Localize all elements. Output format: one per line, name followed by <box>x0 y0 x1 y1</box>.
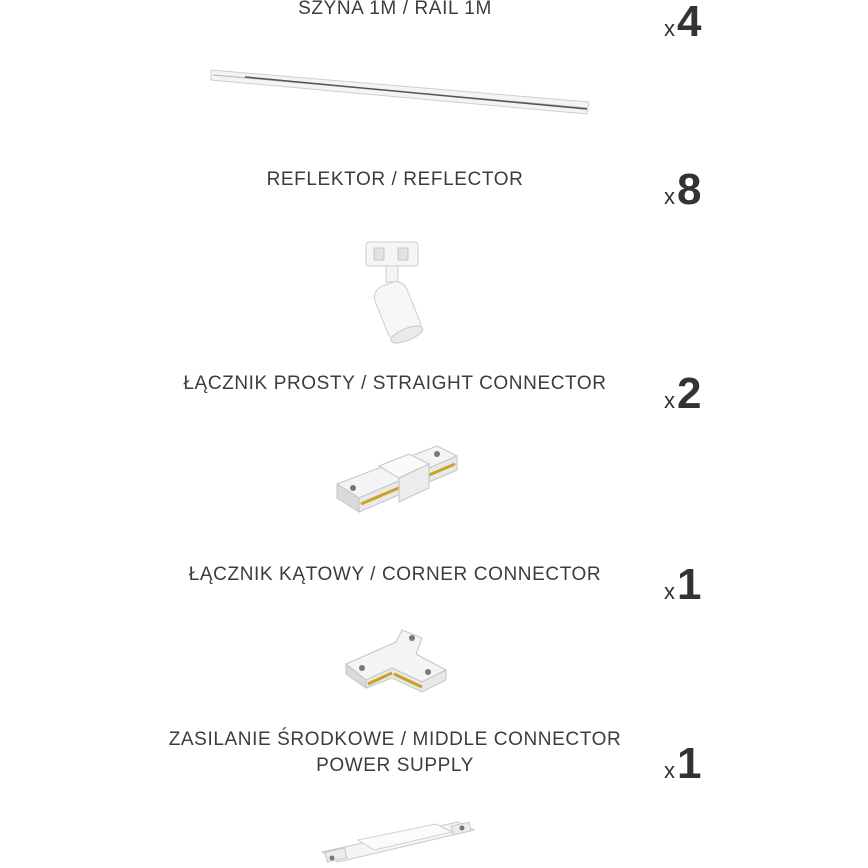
item-label-rail: SZYNA 1M / RAIL 1M <box>298 0 492 19</box>
quantity-prefix: x <box>664 184 675 209</box>
item-label-corner-connector: ŁĄCZNIK KĄTOWY / CORNER CONNECTOR <box>188 564 602 585</box>
quantity-rail <box>664 0 734 50</box>
quantity-reflector <box>664 165 734 218</box>
quantity-value: 2 <box>677 369 702 418</box>
item-label-reflector: REFLEKTOR / REFLECTOR <box>266 169 524 190</box>
item-label-straight-connector: ŁĄCZNIK PROSTY / STRAIGHT CONNECTOR <box>183 373 607 394</box>
item-label-middle-connector-line1: ZASILANIE ŚRODKOWE / MIDDLE CONNECTOR <box>168 729 622 750</box>
straight-connector-icon <box>333 440 463 520</box>
quantity-prefix: x <box>664 16 675 41</box>
quantity-prefix: x <box>664 758 675 783</box>
quantity-corner-connector <box>664 560 734 613</box>
middle-power-supply-icon <box>318 816 478 868</box>
quantity-straight-connector <box>664 369 734 422</box>
corner-connector-icon <box>342 624 452 698</box>
quantity-value: 4 <box>677 0 702 46</box>
rail-icon <box>205 62 595 122</box>
item-label-middle-connector-line2: POWER SUPPLY <box>316 755 474 776</box>
quantity-value: 1 <box>677 739 702 788</box>
quantity-value: 1 <box>677 560 702 609</box>
quantity-prefix: x <box>664 388 675 413</box>
quantity-middle-connector <box>664 739 734 792</box>
quantity-value: 8 <box>677 165 702 214</box>
spotlight-icon <box>360 238 440 348</box>
quantity-prefix: x <box>664 579 675 604</box>
